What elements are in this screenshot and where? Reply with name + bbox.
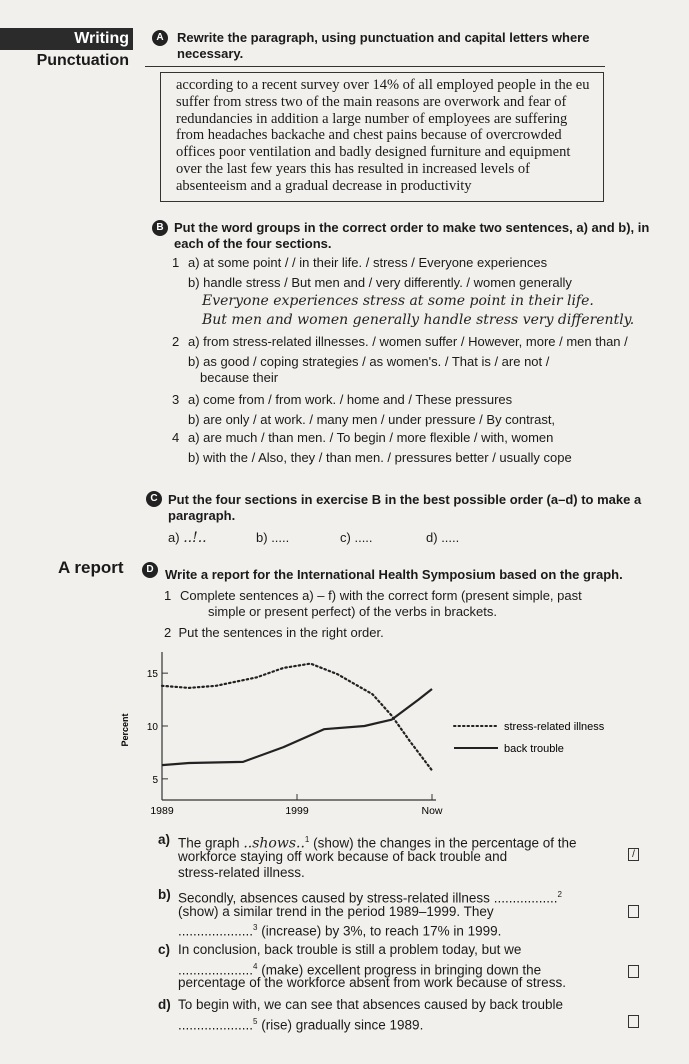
exercise-c-badge: C	[146, 491, 162, 507]
handwritten-answer-2: But men and women generally handle stress very differently.	[202, 312, 635, 328]
exercise-a-instruction: Rewrite the paragraph, using punctuation and capital letters where necessary.	[177, 30, 590, 61]
exercise-d-badge: D	[142, 562, 158, 578]
blank-3[interactable]: ....................	[178, 923, 254, 939]
section-label-writing: Writing	[0, 28, 133, 50]
legend-label-0: stress-related illness	[504, 721, 605, 733]
y-tick-label-15: 15	[146, 669, 158, 681]
item-1a: 1 a) at some point / / in their life. / stress / Everyone experiences	[172, 255, 548, 270]
x-tick-label-2: Now	[421, 805, 443, 817]
item-2a: 2 a) from stress-related illnesses. / women suffer / However, more / men than /	[172, 334, 628, 349]
order-checkbox-c[interactable]	[628, 965, 639, 978]
chart-axes	[147, 652, 443, 817]
item-4b: b) with the / Also, they / than men. / pressures better / usually cope	[188, 450, 572, 465]
section-label-report: A report	[58, 558, 124, 577]
order-checkbox-d[interactable]	[628, 1015, 639, 1028]
slot-d[interactable]: d) .....	[426, 530, 460, 545]
chart-legend	[454, 721, 605, 755]
item-1b: b) handle stress / But men and / very differently. / women generally	[188, 275, 572, 290]
exercise-a-badge: A	[152, 30, 168, 46]
slot-b[interactable]: b) .....	[256, 530, 290, 545]
y-tick-label-10: 10	[146, 722, 158, 733]
series-line-0	[162, 664, 432, 771]
y-tick-label-5: 5	[152, 774, 158, 786]
sentence-b-line-1: b) Secondly, absences caused by stress-related illness .................$^2$	[158, 887, 562, 906]
header-rule	[145, 66, 605, 67]
exercise-b-instruction: Put the word groups in the correct order to make two sentences, a) and b), in each of the four sections.	[174, 220, 650, 251]
item-3a: 3 a) come from / from work. / home and / These pressures	[172, 392, 513, 407]
sentence-c-line-1: c) In conclusion, back trouble is still a problem today, but we	[158, 942, 522, 957]
item-3b: b) are only / at work. / many men / under pressure / By contrast,	[188, 412, 556, 427]
legend-label-1: back trouble	[504, 743, 564, 755]
blank-5[interactable]: ....................	[178, 1017, 254, 1032]
x-tick-label-0: 1989	[150, 805, 174, 817]
item-2b-cont: because their	[200, 370, 279, 385]
item-2b: b) as good / coping strategies / as women's. / That is / are not /	[188, 354, 550, 369]
x-tick-label-1: 1999	[285, 805, 309, 817]
exercise-c-instruction: Put the four sections in exercise B in the best possible order (a–d) to make a paragraph.	[168, 492, 642, 523]
sentence-a-line-1: a) The graph ..shows..$^1$ (show) the changes in the percentage of the	[158, 832, 577, 852]
exercise-b-badge: B	[152, 220, 168, 236]
sentence-d-line-1: d) To begin with, we can see that absences caused by back trouble	[158, 997, 563, 1012]
slot-a[interactable]: a) ..!..	[168, 530, 207, 546]
handwritten-answer-1: Everyone experiences stress at some point in their life.	[202, 293, 594, 309]
order-checkbox-a[interactable]: /	[628, 848, 639, 861]
y-axis-label: Percent	[120, 713, 130, 747]
exercise-c-slots	[168, 530, 488, 548]
series-line-1	[162, 689, 432, 765]
chart-series	[162, 664, 432, 771]
answer-1[interactable]: ..shows..	[243, 835, 305, 852]
exercise-d-instruction: Write a report for the International Health Symposium based on the graph.	[165, 567, 623, 582]
report-sentences: a) The graph ..shows..$^1$ (show) the changes in the percentage of the workforce staying off work because of back trouble and stress-related illness. b) Secondly, absences caused by stress-related illness .................$^2$ (show) a similar trend in the period 1989–1999. They ....................$^3$ (increase) by 3%, to reach 17% in 1999. c) In conclusion, back trouble is still a problem today, but we ....................$^4$ (make) excellent progress in bringing down the percentage of the workforce absent from work because of stress. d) To begin with, we can see that absences caused by back trouble ....................$^5$ (rise) gradually since 1989.	[158, 832, 648, 1030]
exercise-d-task-1: 1 Complete sentences a) – f) with the correct form (present simple, past simple or present perfect) of the verbs in brackets.	[164, 588, 582, 619]
exercise-b-items	[172, 255, 642, 468]
blank-2[interactable]: .................	[493, 890, 558, 906]
line-chart	[110, 640, 630, 820]
slot-c[interactable]: c) .....	[340, 530, 373, 545]
exercise-d-task-2: 2 Put the sentences in the right order.	[164, 625, 384, 640]
item-4a: 4 a) are much / than men. / To begin / more flexible / with, women	[172, 430, 554, 445]
exercise-a-paragraph: according to a recent survey over 14% of all employed people in the eu suffer from stress two of the main reasons are overwork and fear of redundancies in addition a large number of employees are suffering from headaches backache and chest pains because of overcrowded offices poor ventilation and badly designed furniture and equipment over the last few years this has resulted in increased levels of absenteeism and a gradual decrease in productivity	[176, 77, 590, 194]
order-checkbox-b[interactable]	[628, 905, 639, 918]
section-label-punctuation: Punctuation	[36, 52, 129, 69]
blank-4[interactable]: ....................	[178, 962, 254, 977]
